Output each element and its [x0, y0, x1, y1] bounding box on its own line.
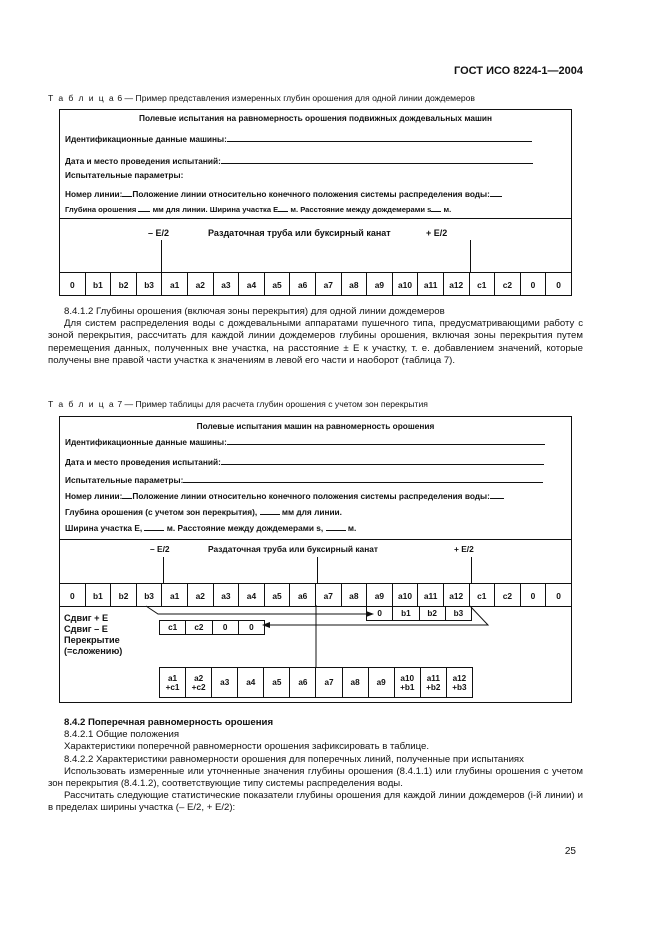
heading-8-4-2: 8.4.2 Поперечная равномерность орошения — [64, 717, 274, 728]
sum-cell-addend: +b3 — [452, 682, 467, 692]
table6-cells — [60, 272, 571, 296]
table6-left-boundary — [161, 240, 162, 273]
shift-labels — [64, 613, 122, 657]
table7-pipe-label: Раздаточная труба или буксирный канат — [208, 544, 379, 554]
overlap-sum-cell — [421, 668, 447, 697]
sum-cell-main: a3 — [220, 678, 230, 687]
table7-row-id — [65, 437, 566, 447]
table6-cell: a4 — [239, 273, 265, 296]
table6-cell: b1 — [86, 273, 112, 296]
table6-cell: 0 — [60, 273, 86, 296]
sum-cell-addend: +c1 — [165, 682, 180, 692]
para-8-4-2-1: 8.4.2.1 Общие положения — [64, 729, 180, 741]
shifted-cell: b3 — [453, 609, 464, 618]
table6-minus-e2: – E/2 — [148, 228, 170, 238]
fill-line — [138, 210, 150, 212]
table6-caption-text: 6 — Пример представления измеренных глубин орошения для одной линии дождемеров — [117, 93, 475, 103]
table7-cell: a12 — [444, 584, 470, 607]
table6-width-label: мм для линии. Ширина участка E — [152, 205, 279, 214]
table7-row-width — [65, 523, 566, 533]
table6-cell: a10 — [393, 273, 419, 296]
table6-row-date — [65, 156, 566, 166]
table6-right-boundary — [470, 240, 471, 273]
table6-divider — [60, 218, 571, 219]
shifted-right-cells — [366, 606, 472, 621]
table7-cell: a10 — [393, 584, 419, 607]
overlap-sum-cell — [238, 668, 264, 697]
fill-line — [490, 195, 502, 197]
table6-plus-e2: + E/2 — [426, 228, 448, 238]
table7-cell: 0 — [521, 584, 547, 607]
table7-row-params — [65, 475, 566, 485]
table6-cell: c2 — [495, 273, 521, 296]
table6-cell: a11 — [418, 273, 444, 296]
sum-cell-main: a7 — [324, 678, 334, 687]
table7-cell: a8 — [342, 584, 368, 607]
table6-cell: a6 — [290, 273, 316, 296]
table7-cells — [60, 583, 571, 607]
sum-cell-main: a5 — [272, 678, 282, 687]
overlap-sum-cell — [264, 668, 290, 697]
shift-plus-e-label: Сдвиг + E — [64, 613, 109, 623]
overlap-sum-cell — [290, 668, 316, 697]
sum-cell-main: a12 — [452, 673, 467, 683]
table6-pipe-label: Раздаточная труба или буксирный канат — [208, 228, 391, 238]
fill-line — [122, 195, 132, 197]
fill-line — [183, 481, 543, 483]
table7-spacing-label: м. Расстояние между дождемерами s, — [166, 523, 324, 533]
table7-unit-label: м. — [347, 523, 357, 533]
table6-cell: 0 — [521, 273, 547, 296]
table7-caption-text: 7 — Пример таблицы для расчета глубин орошения с учетом зон перекрытия — [117, 399, 428, 409]
overlap-label: Перекрытие — [64, 635, 120, 645]
sum-cell-main: a8 — [350, 678, 360, 687]
table7-cell: a5 — [265, 584, 291, 607]
table6-row-line — [65, 189, 566, 199]
table7-cell: a6 — [290, 584, 316, 607]
table6-row-line-label: Номер линии: — [65, 189, 123, 199]
table7-title: Полевые испытания машин на равномерность орошения — [196, 421, 435, 431]
table7-row-depth — [65, 507, 566, 517]
table7-center-line — [317, 557, 318, 584]
page-number: 25 — [564, 846, 576, 857]
overlap-sum-cell — [395, 668, 421, 697]
table6-depth-label: Глубина орошения — [65, 205, 137, 214]
sum-cell-main: a1 — [167, 673, 178, 683]
para-8-4-1-2-title: 8.4.1.2 Глубины орошения (включая зоны перекрытия) для одной линии дождемеров — [64, 306, 445, 317]
section-8-4-1-2 — [48, 306, 583, 367]
overlap-sum-cell — [369, 668, 395, 697]
fill-line — [490, 497, 504, 499]
para-8-4-2-2-body2: Рассчитать следующие статистические показатели глубины орошения для каждой линии дождемеров (i-й линии) и в пределах ширины участка (– E/2, + E/2): — [48, 790, 583, 814]
table7-cell: c1 — [470, 584, 496, 607]
table6-row-depth — [65, 205, 566, 214]
table7-cell: c2 — [495, 584, 521, 607]
fill-line — [122, 497, 132, 499]
table6-row-position-label: Положение линии относительно конечного положения системы распределения воды: — [132, 189, 490, 199]
fill-line — [144, 529, 164, 531]
para-8-4-1-2-body: Для систем распределения воды с дождевальными аппаратами пушечного типа, предусматривающими работу с зоной перекрытия, рассчитать для каждой линии дождемеров глубины орошения, включая зоны перекрытия путем перемещения данных, полученных вне участка, на расстояние ± E к участку, т. е. добавлением значений, которые получены вне правой части участка к значениям в левой его части и наоборот (таблица 7). — [48, 318, 583, 366]
overlap-sum-cell — [160, 668, 186, 697]
overlap-sum-cells — [159, 667, 473, 698]
table7-cell: a2 — [188, 584, 214, 607]
table7-row-position-label: Положение линии относительно конечного положения системы распределения воды: — [132, 491, 490, 501]
table6-spacing-label: м. Расстояние между дождемерами s — [290, 205, 432, 214]
table7-depth-unit: мм для линии. — [281, 507, 342, 517]
sum-cell-main: a11 — [426, 673, 440, 683]
table7-caption-prefix: Т а б л и ц а — [48, 399, 115, 409]
table6-cell: 0 — [556, 279, 561, 290]
table6-cell: a3 — [214, 273, 240, 296]
table6-cell: a7 — [316, 273, 342, 296]
sum-cell-main: a9 — [376, 678, 386, 687]
table6-row-id — [65, 134, 566, 144]
table7-cell: 0 — [556, 590, 561, 601]
table7-row-line — [65, 491, 566, 501]
shifted-cell: b1 — [393, 607, 419, 620]
table7-row-id-label: Идентификационные данные машины: — [65, 437, 227, 447]
para-8-4-2-2-body1: Использовать измеренные или уточненные значения глубины орошения (8.4.1.1) или глубины орошения с учетом зон перекрытия (8.4.1.2), соответствующие типу системы распределения воды. — [48, 765, 583, 790]
table7-right-boundary — [471, 557, 472, 584]
fill-line — [260, 513, 280, 515]
table6-caption-prefix: Т а б л и ц а — [48, 93, 115, 103]
sum-cell-main: a2 — [194, 673, 204, 683]
table7-left-boundary — [163, 557, 164, 584]
table7-row-date — [65, 457, 566, 467]
section-8-4-2 — [48, 717, 583, 815]
standard-header: ГОСТ ИСО 8224-1—2004 — [453, 65, 583, 77]
shifted-cell: 0 — [367, 607, 393, 620]
table7-cell: a9 — [367, 584, 393, 607]
para-8-4-2-2: 8.4.2.2 Характеристики равномерности орошения для поперечных линий, полученные при испытаниях — [64, 753, 524, 765]
table7-row-date-label: Дата и место проведения испытаний: — [65, 457, 221, 467]
table7-cell: a11 — [418, 584, 444, 607]
fill-line — [227, 140, 532, 142]
table7-cell: 0 — [60, 584, 86, 607]
overlap-sum-cell — [447, 668, 472, 697]
table6-cell: c1 — [470, 273, 496, 296]
table6-cell: a12 — [444, 273, 470, 296]
table7-row-line-label: Номер линии: — [65, 491, 123, 501]
overlap-sum-cell — [212, 668, 238, 697]
fill-line — [221, 463, 544, 465]
shifted-cell: 0 — [249, 623, 254, 632]
sum-cell-main: a10 — [400, 673, 415, 683]
overlap-sum-cell — [316, 668, 342, 697]
table6-cell: a9 — [367, 273, 393, 296]
sum-cell-main: a6 — [298, 678, 308, 687]
table6-cell: a5 — [265, 273, 291, 296]
fill-line — [221, 162, 533, 164]
table7-cell: a3 — [214, 584, 240, 607]
table6-row-id-label: Идентификационные данные машины: — [65, 134, 227, 144]
table6-cell: a1 — [162, 273, 188, 296]
table6-cell: b3 — [137, 273, 163, 296]
table6-cell: a8 — [342, 273, 368, 296]
shifted-cell: b2 — [420, 607, 446, 620]
fill-line — [227, 443, 545, 445]
para-8-4-2-1-body: Характеристики поперечной равномерности орошения зафиксировать в таблице. — [64, 741, 430, 753]
table6-cell: a2 — [188, 273, 214, 296]
table6-row-params: Испытательные параметры: — [65, 170, 184, 180]
table6 — [59, 109, 572, 296]
fill-line — [278, 210, 288, 212]
table6-unit-label: м. — [443, 205, 452, 214]
table6-caption — [48, 93, 475, 103]
table7-width-label: Ширина участка E, — [65, 523, 143, 533]
shift-minus-e-label: Сдвиг – E — [64, 624, 108, 634]
table7-cell: b2 — [111, 584, 137, 607]
sum-cell-main: a4 — [246, 678, 256, 687]
table7-cells-bottom — [60, 606, 571, 607]
table7-plus-e2: + E/2 — [454, 544, 474, 554]
shifted-cell: 0 — [213, 621, 239, 634]
table7-cell: a7 — [316, 584, 342, 607]
table7-cell: b1 — [86, 584, 112, 607]
table7-cell: a4 — [239, 584, 265, 607]
fill-line — [431, 210, 441, 212]
table6-cell: b2 — [111, 273, 137, 296]
table6-title: Полевые испытания на равномерность орошения подвижных дождевальных машин — [139, 113, 492, 123]
shifted-cell: c1 — [160, 621, 186, 634]
table7-caption — [48, 399, 428, 409]
shifted-cell: c2 — [186, 621, 212, 634]
table7-cell: b3 — [137, 584, 163, 607]
overlap-sum-cell — [343, 668, 369, 697]
sum-cell-addend: +b1 — [400, 682, 415, 692]
sum-cell-addend: +c2 — [191, 682, 206, 692]
sum-cell-addend: +b2 — [426, 682, 441, 692]
shifted-left-cells — [159, 620, 265, 635]
table7-row-params-label: Испытательные параметры: — [65, 475, 184, 485]
overlap-sum-cell — [186, 668, 212, 697]
table7 — [59, 416, 572, 703]
fill-line — [326, 529, 346, 531]
table7-cell: a1 — [162, 584, 188, 607]
table7-divider — [60, 539, 571, 540]
table6-row-date-label: Дата и место проведения испытаний: — [65, 156, 221, 166]
overlap-note-label: (=сложению) — [64, 646, 123, 656]
table7-minus-e2: – E/2 — [150, 544, 170, 554]
table7-depth-label: Глубина орошения (с учетом зон перекрытия), — [65, 507, 258, 517]
